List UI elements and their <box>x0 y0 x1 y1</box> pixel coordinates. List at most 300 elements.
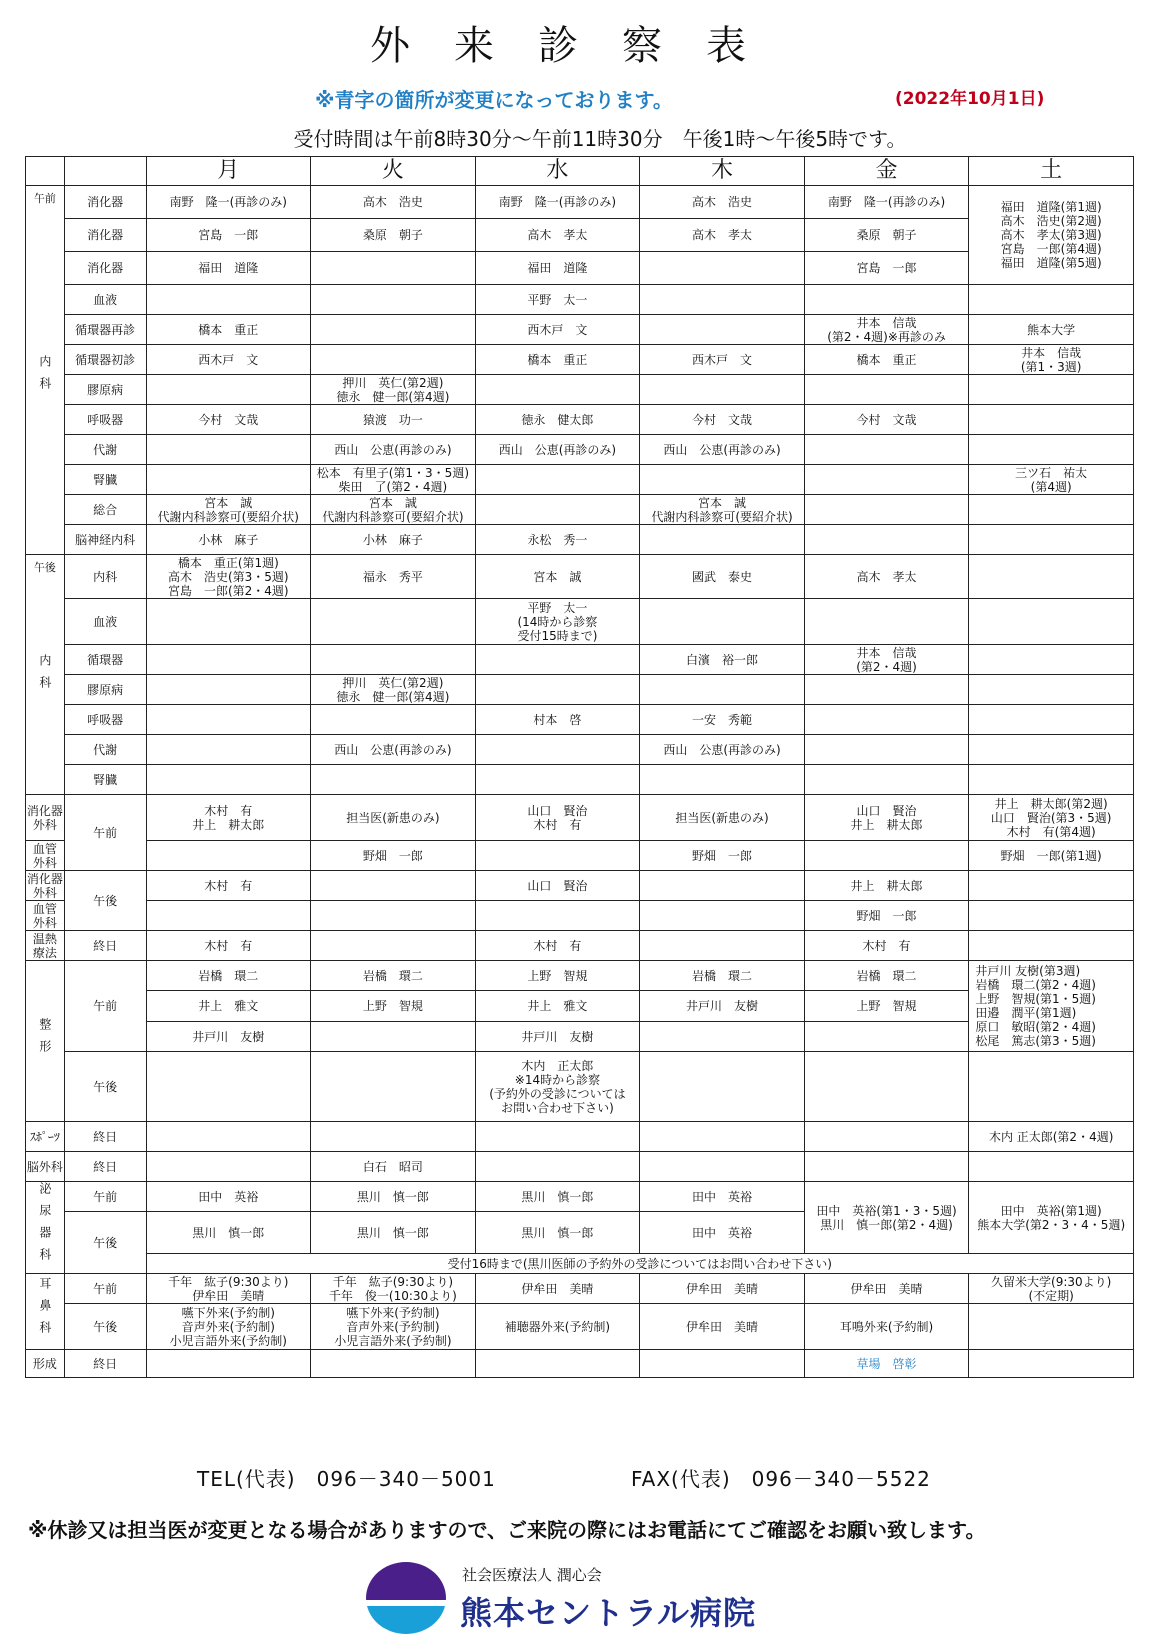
schedule-cell <box>640 931 805 961</box>
schedule-cell <box>475 645 640 675</box>
schedule-cell <box>146 465 311 495</box>
ent-dept <box>26 1274 65 1350</box>
neurosurgery-label: 脳外科 <box>26 1152 65 1182</box>
schedule-cell <box>969 525 1134 555</box>
schedule-cell <box>640 375 805 405</box>
am-internal-section <box>26 186 1134 555</box>
schedule-table <box>25 156 1134 1378</box>
schedule-cell: 嚥下外来(予約制) 音声外来(予約制) 小児言語外来(予約制) <box>146 1304 311 1350</box>
schedule-cell <box>969 735 1134 765</box>
schedule-cell <box>640 1052 805 1122</box>
table-row <box>26 315 1134 345</box>
schedule-cell: 木村 有 <box>804 931 969 961</box>
schedule-cell: 伊牟田 美晴 <box>475 1274 640 1304</box>
table-row <box>26 931 1134 961</box>
table-row <box>26 405 1134 435</box>
table-row <box>26 1022 1134 1052</box>
schedule-cell: 岩橋 環二 <box>311 961 476 991</box>
table-row <box>26 1122 1134 1152</box>
schedule-cell: 南野 隆一(再診のみ) <box>146 186 311 219</box>
schedule-cell <box>640 315 805 345</box>
schedule-cell <box>146 705 311 735</box>
table-row <box>26 599 1134 645</box>
period-label: 終日 <box>64 1350 146 1378</box>
table-row <box>26 555 1134 599</box>
schedule-cell <box>640 285 805 315</box>
schedule-cell: 高木 孝太 <box>640 219 805 252</box>
schedule-cell <box>311 285 476 315</box>
plastic-label: 形成 <box>26 1350 65 1378</box>
day-thu: 木 <box>640 157 805 186</box>
schedule-cell: 担当医(新患のみ) <box>640 795 805 841</box>
schedule-cell <box>640 525 805 555</box>
specialty-label: 循環器再診 <box>64 315 146 345</box>
schedule-cell <box>804 1152 969 1182</box>
period-label: 終日 <box>64 931 146 961</box>
schedule-cell: 千年 紘子(9:30より) 千年 俊一(10:30より) <box>311 1274 476 1304</box>
table-row <box>26 1304 1134 1350</box>
schedule-cell <box>311 1350 476 1378</box>
schedule-cell: 井上 耕太郎 <box>804 871 969 901</box>
schedule-cell: 西山 公恵(再診のみ) <box>311 435 476 465</box>
schedule-cell: 井本 信哉 (第2・4週)※再診のみ <box>804 315 969 345</box>
table-row <box>26 765 1134 795</box>
am-period-label: 午前 <box>33 192 56 205</box>
schedule-cell <box>311 1052 476 1122</box>
specialty-label: 血液 <box>64 285 146 315</box>
schedule-cell: 黒川 慎一郎 <box>311 1212 476 1254</box>
schedule-cell <box>640 901 805 931</box>
schedule-cell <box>969 495 1134 525</box>
schedule-cell: 宮島 一郎 <box>804 252 969 285</box>
schedule-cell <box>146 841 311 871</box>
schedule-cell: 西山 公恵(再診のみ) <box>640 735 805 765</box>
fax-number: FAX(代表) 096－340－5522 <box>631 1467 931 1491</box>
period-label: 午前 <box>64 961 146 1052</box>
pm-period-cell <box>26 555 65 795</box>
table-row <box>26 375 1134 405</box>
schedule-cell <box>146 375 311 405</box>
schedule-cell: 上野 智規 <box>475 961 640 991</box>
gastro-surgery-label: 消化器 外科 <box>26 795 65 841</box>
schedule-cell <box>969 705 1134 735</box>
vascular-surgery-label: 血管 外科 <box>26 841 65 871</box>
pm-dept-label: 内科 <box>37 654 52 698</box>
table-row <box>26 465 1134 495</box>
schedule-cell: 久留米大学(9:30より) (不定期) <box>969 1274 1134 1304</box>
sat-uro-cell: 田中 英裕(第1週) 熊本大学(第2・3・4・5週) <box>969 1182 1134 1254</box>
schedule-cell: 木村 有 井上 耕太郎 <box>146 795 311 841</box>
day-header-row <box>26 157 1134 186</box>
schedule-cell: 徳永 健太郎 <box>475 405 640 435</box>
ent-dept-label: 耳鼻科 <box>37 1277 52 1343</box>
schedule-cell: 伊牟田 美晴 <box>804 1274 969 1304</box>
vascular-surgery-label: 血管 外科 <box>26 901 65 931</box>
schedule-cell: 南野 隆一(再診のみ) <box>475 186 640 219</box>
schedule-cell <box>475 495 640 525</box>
schedule-cell: 野畑 一郎 <box>311 841 476 871</box>
schedule-cell: 伊牟田 美晴 <box>640 1304 805 1350</box>
table-row <box>26 252 1134 285</box>
schedule-cell: 木村 有 <box>475 931 640 961</box>
schedule-cell <box>804 1122 969 1152</box>
schedule-cell <box>640 765 805 795</box>
schedule-cell: 猿渡 功一 <box>311 405 476 435</box>
table-row <box>26 1152 1134 1182</box>
schedule-cell: 山口 賢治 井上 耕太郎 <box>804 795 969 841</box>
closure-notice: ※休診又は担当医が変更となる場合がありますので、ご来院の際にはお電話にてご確認をお願い致します。 <box>28 1518 986 1542</box>
schedule-cell: 野畑 一郎 <box>640 841 805 871</box>
schedule-cell <box>146 1052 311 1122</box>
table-row <box>26 285 1134 315</box>
schedule-cell: 井本 信哉 (第1・3週) <box>969 345 1134 375</box>
schedule-cell <box>804 735 969 765</box>
schedule-cell <box>969 599 1134 645</box>
table-row <box>26 705 1134 735</box>
schedule-cell: 橋本 重正 <box>146 315 311 345</box>
schedule-cell: 田中 英裕 <box>640 1182 805 1212</box>
schedule-cell: 松本 有里子(第1・3・5週) 柴田 了(第2・4週) <box>311 465 476 495</box>
schedule-cell: 白石 昭司 <box>311 1152 476 1182</box>
schedule-cell <box>640 1152 805 1182</box>
schedule-cell: 井本 信哉 (第2・4週) <box>804 645 969 675</box>
schedule-cell <box>804 675 969 705</box>
schedule-cell: 伊牟田 美晴 <box>640 1274 805 1304</box>
schedule-cell: 木内 正太郎 ※14時から診察 (予約外の受診については お問い合わせ下さい) <box>475 1052 640 1122</box>
schedule-cell: 小林 麻子 <box>146 525 311 555</box>
hyperthermia-label: 温熱 療法 <box>26 931 65 961</box>
schedule-cell: 黒川 慎一郎 <box>311 1182 476 1212</box>
schedule-cell: 嚥下外来(予約制) 音声外来(予約制) 小児言語外来(予約制) <box>311 1304 476 1350</box>
schedule-cell: 橋本 重正 <box>475 345 640 375</box>
schedule-cell <box>804 841 969 871</box>
schedule-cell <box>804 765 969 795</box>
schedule-cell: 岩橋 環二 <box>146 961 311 991</box>
schedule-cell: 千年 紘子(9:30より) 伊牟田 美晴 <box>146 1274 311 1304</box>
schedule-cell: 耳鳴外来(予約制) <box>804 1304 969 1350</box>
schedule-cell: 今村 文哉 <box>804 405 969 435</box>
schedule-cell <box>969 555 1134 599</box>
schedule-cell: 福永 秀平 <box>311 555 476 599</box>
schedule-cell: 西山 公恵(再診のみ) <box>640 435 805 465</box>
period-label: 終日 <box>64 1122 146 1152</box>
schedule-cell: 井上 雅文 <box>475 991 640 1022</box>
schedule-cell: 平野 太一 (14時から診察 受付15時まで) <box>475 599 640 645</box>
schedule-cell: 橋本 重正(第1週) 高木 浩史(第3・5週) 宮島 一郎(第2・4週) <box>146 555 311 599</box>
schedule-cell <box>146 1152 311 1182</box>
table-row <box>26 841 1134 871</box>
specialty-label: 腎臓 <box>64 765 146 795</box>
schedule-cell: 高木 孝太 <box>804 555 969 599</box>
schedule-cell: 担当医(新患のみ) <box>311 795 476 841</box>
schedule-cell: 白濱 裕一郎 <box>640 645 805 675</box>
schedule-cell <box>311 901 476 931</box>
specialty-label: 呼吸器 <box>64 705 146 735</box>
schedule-cell <box>969 375 1134 405</box>
sat-gastro-cell: 福田 道隆(第1週) 高木 浩史(第2週) 高木 孝太(第3週) 宮島 一郎(第4週) 福田 道隆(第5週) <box>969 186 1134 285</box>
schedule-cell: 岩橋 環二 <box>640 961 805 991</box>
schedule-cell <box>146 285 311 315</box>
schedule-cell: 高木 浩史 <box>311 186 476 219</box>
specialty-label: 血液 <box>64 599 146 645</box>
specialty-label: 腎臓 <box>64 465 146 495</box>
schedule-cell <box>804 1022 969 1052</box>
schedule-cell <box>311 871 476 901</box>
schedule-cell <box>311 1022 476 1052</box>
schedule-cell <box>475 901 640 931</box>
schedule-cell: 井上 雅文 <box>146 991 311 1022</box>
schedule-cell: 木村 有 <box>146 871 311 901</box>
day-sat: 土 <box>969 157 1134 186</box>
day-fri: 金 <box>804 157 969 186</box>
schedule-cell: 宮本 誠 <box>475 555 640 599</box>
schedule-cell <box>146 735 311 765</box>
schedule-cell: 押川 英仁(第2週) 徳永 健一郎(第4週) <box>311 375 476 405</box>
schedule-cell: 押川 英仁(第2週) 徳永 健一郎(第4週) <box>311 675 476 705</box>
schedule-cell: 西木戸 文 <box>475 315 640 345</box>
other-departments-section <box>26 795 1134 1378</box>
schedule-cell: 宮本 誠 代謝内科診察可(要紹介状) <box>146 495 311 525</box>
schedule-cell <box>969 405 1134 435</box>
schedule-cell: 三ツ石 祐太 (第4週) <box>969 465 1134 495</box>
period-label: 午後 <box>64 1212 146 1274</box>
specialty-label: 消化器 <box>64 252 146 285</box>
schedule-cell <box>804 1052 969 1122</box>
table-row <box>26 871 1134 901</box>
ortho-dept-label: 整形 <box>37 1017 52 1062</box>
specialty-label: 循環器初診 <box>64 345 146 375</box>
schedule-cell: 井戸川 友樹 <box>640 991 805 1022</box>
schedule-cell <box>146 675 311 705</box>
schedule-cell: 宮本 誠 代謝内科診察可(要紹介状) <box>311 495 476 525</box>
sports-label: ｽﾎﾟｰﾂ <box>26 1122 65 1152</box>
table-row <box>26 1182 1134 1212</box>
schedule-cell <box>146 599 311 645</box>
schedule-cell: 桑原 朝子 <box>311 219 476 252</box>
schedule-cell <box>475 1152 640 1182</box>
period-label: 午前 <box>64 1274 146 1304</box>
tel-number: TEL(代表) 096－340－5001 <box>197 1467 496 1491</box>
day-tue: 火 <box>311 157 476 186</box>
schedule-cell <box>311 315 476 345</box>
am-period-cell <box>26 186 65 555</box>
schedule-cell: 國武 泰史 <box>640 555 805 599</box>
schedule-cell <box>804 525 969 555</box>
pm-period-label: 午後 <box>33 561 56 574</box>
schedule-cell: 橋本 重正 <box>804 345 969 375</box>
period-label: 午後 <box>64 871 146 931</box>
schedule-cell: 井戸川 友樹 <box>146 1022 311 1052</box>
corporation-name: 社会医療法人 潤心会 <box>462 1566 602 1584</box>
schedule-cell <box>804 495 969 525</box>
schedule-cell <box>969 765 1134 795</box>
schedule-cell: 田中 英裕 <box>146 1182 311 1212</box>
table-row <box>26 219 1134 252</box>
schedule-cell: 今村 文哉 <box>146 405 311 435</box>
schedule-cell: 西木戸 文 <box>640 345 805 375</box>
schedule-cell: 井戸川 友樹 <box>475 1022 640 1052</box>
schedule-cell: 西山 公恵(再診のみ) <box>475 435 640 465</box>
period-label: 午前 <box>64 1182 146 1212</box>
schedule-cell <box>969 871 1134 901</box>
schedule-cell <box>640 465 805 495</box>
schedule-cell <box>804 705 969 735</box>
table-row <box>26 525 1134 555</box>
schedule-cell <box>475 675 640 705</box>
schedule-cell <box>146 1350 311 1378</box>
schedule-cell: 宮島 一郎 <box>146 219 311 252</box>
schedule-cell <box>969 645 1134 675</box>
table-row <box>26 735 1134 765</box>
table-row <box>26 435 1134 465</box>
schedule-cell: 田中 英裕 <box>640 1212 805 1254</box>
schedule-cell: 高木 浩史 <box>640 186 805 219</box>
schedule-cell <box>969 901 1134 931</box>
schedule-cell <box>804 465 969 495</box>
schedule-cell: 平野 太一 <box>475 285 640 315</box>
uro-note-cell: 受付16時まで(黒川医師の予約外の受診についてはお問い合わせ下さい) <box>146 1254 1133 1274</box>
schedule-cell: 永松 秀一 <box>475 525 640 555</box>
specialty-label: 内科 <box>64 555 146 599</box>
schedule-cell: 山口 賢治 <box>475 871 640 901</box>
schedule-cell <box>969 1304 1134 1350</box>
day-wed: 水 <box>475 157 640 186</box>
schedule-cell <box>969 675 1134 705</box>
table-row <box>26 645 1134 675</box>
schedule-cell <box>969 1052 1134 1122</box>
specialty-label: 脳神経内科 <box>64 525 146 555</box>
schedule-cell: 上野 智規 <box>804 991 969 1022</box>
schedule-cell <box>475 841 640 871</box>
schedule-cell: 岩橋 環二 <box>804 961 969 991</box>
period-label: 午後 <box>64 1304 146 1350</box>
ortho-dept <box>26 961 65 1122</box>
schedule-cell: 黒川 慎一郎 <box>475 1182 640 1212</box>
schedule-cell <box>146 1122 311 1152</box>
schedule-cell <box>804 599 969 645</box>
specialty-label: 膠原病 <box>64 675 146 705</box>
page-title: 外来診察表 <box>370 23 790 69</box>
schedule-cell <box>146 645 311 675</box>
schedule-cell <box>311 645 476 675</box>
schedule-cell <box>475 765 640 795</box>
specialty-label: 代謝 <box>64 735 146 765</box>
table-row <box>26 186 1134 219</box>
schedule-cell <box>311 931 476 961</box>
schedule-cell: 福田 道隆 <box>146 252 311 285</box>
schedule-cell: 木村 有 <box>146 931 311 961</box>
schedule-cell: 一安 秀範 <box>640 705 805 735</box>
schedule-cell <box>640 1022 805 1052</box>
schedule-cell: 熊本大学 <box>969 315 1134 345</box>
schedule-date: (2022年10月1日) <box>895 89 1045 109</box>
schedule-cell <box>640 1350 805 1378</box>
table-row <box>26 1274 1134 1304</box>
schedule-cell <box>311 1122 476 1152</box>
schedule-cell <box>311 765 476 795</box>
schedule-cell <box>640 599 805 645</box>
fri-plastic-cell: 草場 啓彰 <box>804 1350 969 1378</box>
schedule-cell: 福田 道隆 <box>475 252 640 285</box>
specialty-label: 循環器 <box>64 645 146 675</box>
schedule-cell <box>475 1122 640 1152</box>
schedule-cell <box>475 735 640 765</box>
period-label: 午後 <box>64 1052 146 1122</box>
schedule-cell: 西山 公恵(再診のみ) <box>311 735 476 765</box>
schedule-cell: 補聴器外来(予約制) <box>475 1304 640 1350</box>
schedule-cell <box>640 675 805 705</box>
specialty-label: 膠原病 <box>64 375 146 405</box>
schedule-cell: 村本 啓 <box>475 705 640 735</box>
schedule-cell <box>146 435 311 465</box>
schedule-cell <box>640 1122 805 1152</box>
table-row <box>26 795 1134 841</box>
hospital-name: 熊本セントラル病院 <box>460 1594 757 1632</box>
schedule-cell <box>475 375 640 405</box>
schedule-cell <box>475 465 640 495</box>
specialty-label: 代謝 <box>64 435 146 465</box>
schedule-cell: 野畑 一郎(第1週) <box>969 841 1134 871</box>
schedule-cell: 山口 賢治 木村 有 <box>475 795 640 841</box>
table-row <box>26 991 1134 1022</box>
schedule-cell: 小林 麻子 <box>311 525 476 555</box>
schedule-cell: 西木戸 文 <box>146 345 311 375</box>
schedule-cell <box>804 435 969 465</box>
sat-ortho-cell: 井戸川 友樹(第3週) 岩橋 環二(第2・4週) 上野 智規(第1・5週) 田邉 潤平(第1週) 原口 敏昭(第2・4週) 松尾 篤志(第3・5週) <box>969 961 1134 1052</box>
schedule-cell <box>969 1350 1134 1378</box>
table-row <box>26 495 1134 525</box>
period-label: 終日 <box>64 1152 146 1182</box>
am-dept-label: 内科 <box>37 355 52 399</box>
specialty-label: 消化器 <box>64 219 146 252</box>
gastro-surgery-label: 消化器 外科 <box>26 871 63 900</box>
schedule-cell <box>146 901 311 931</box>
schedule-cell <box>969 1152 1134 1182</box>
schedule-cell <box>311 252 476 285</box>
table-row <box>26 1254 1134 1274</box>
schedule-cell <box>640 871 805 901</box>
schedule-cell: 今村 文哉 <box>640 405 805 435</box>
table-row <box>26 1350 1134 1378</box>
table-row <box>26 675 1134 705</box>
specialty-label: 総合 <box>64 495 146 525</box>
specialty-label: 呼吸器 <box>64 405 146 435</box>
change-notice: ※青字の箇所が変更になっております。 <box>315 88 673 112</box>
table-row <box>26 961 1134 991</box>
fri-uro-cell: 田中 英裕(第1・3・5週) 黒川 慎一郎(第2・4週) <box>804 1182 969 1254</box>
schedule-cell <box>640 252 805 285</box>
table-row <box>26 1052 1134 1122</box>
schedule-cell: 南野 隆一(再診のみ) <box>804 186 969 219</box>
schedule-cell: 野畑 一郎 <box>804 901 969 931</box>
schedule-cell <box>804 285 969 315</box>
schedule-cell <box>475 1350 640 1378</box>
schedule-cell: 宮本 誠 代謝内科診察可(要紹介状) <box>640 495 805 525</box>
schedule-cell: 黒川 慎一郎 <box>146 1212 311 1254</box>
pm-internal-section <box>26 555 1134 795</box>
schedule-cell: 黒川 慎一郎 <box>475 1212 640 1254</box>
specialty-label: 消化器 <box>64 186 146 219</box>
schedule-cell: 井上 耕太郎(第2週) 山口 賢治(第3・5週) 木村 有(第4週) <box>969 795 1134 841</box>
hospital-logo-icon <box>364 1560 448 1636</box>
schedule-cell <box>146 765 311 795</box>
urology-dept <box>26 1182 65 1274</box>
day-mon: 月 <box>146 157 311 186</box>
schedule-cell <box>804 375 969 405</box>
schedule-cell <box>311 345 476 375</box>
schedule-cell <box>969 931 1134 961</box>
schedule-cell: 木内 正太郎(第2・4週) <box>969 1122 1134 1152</box>
